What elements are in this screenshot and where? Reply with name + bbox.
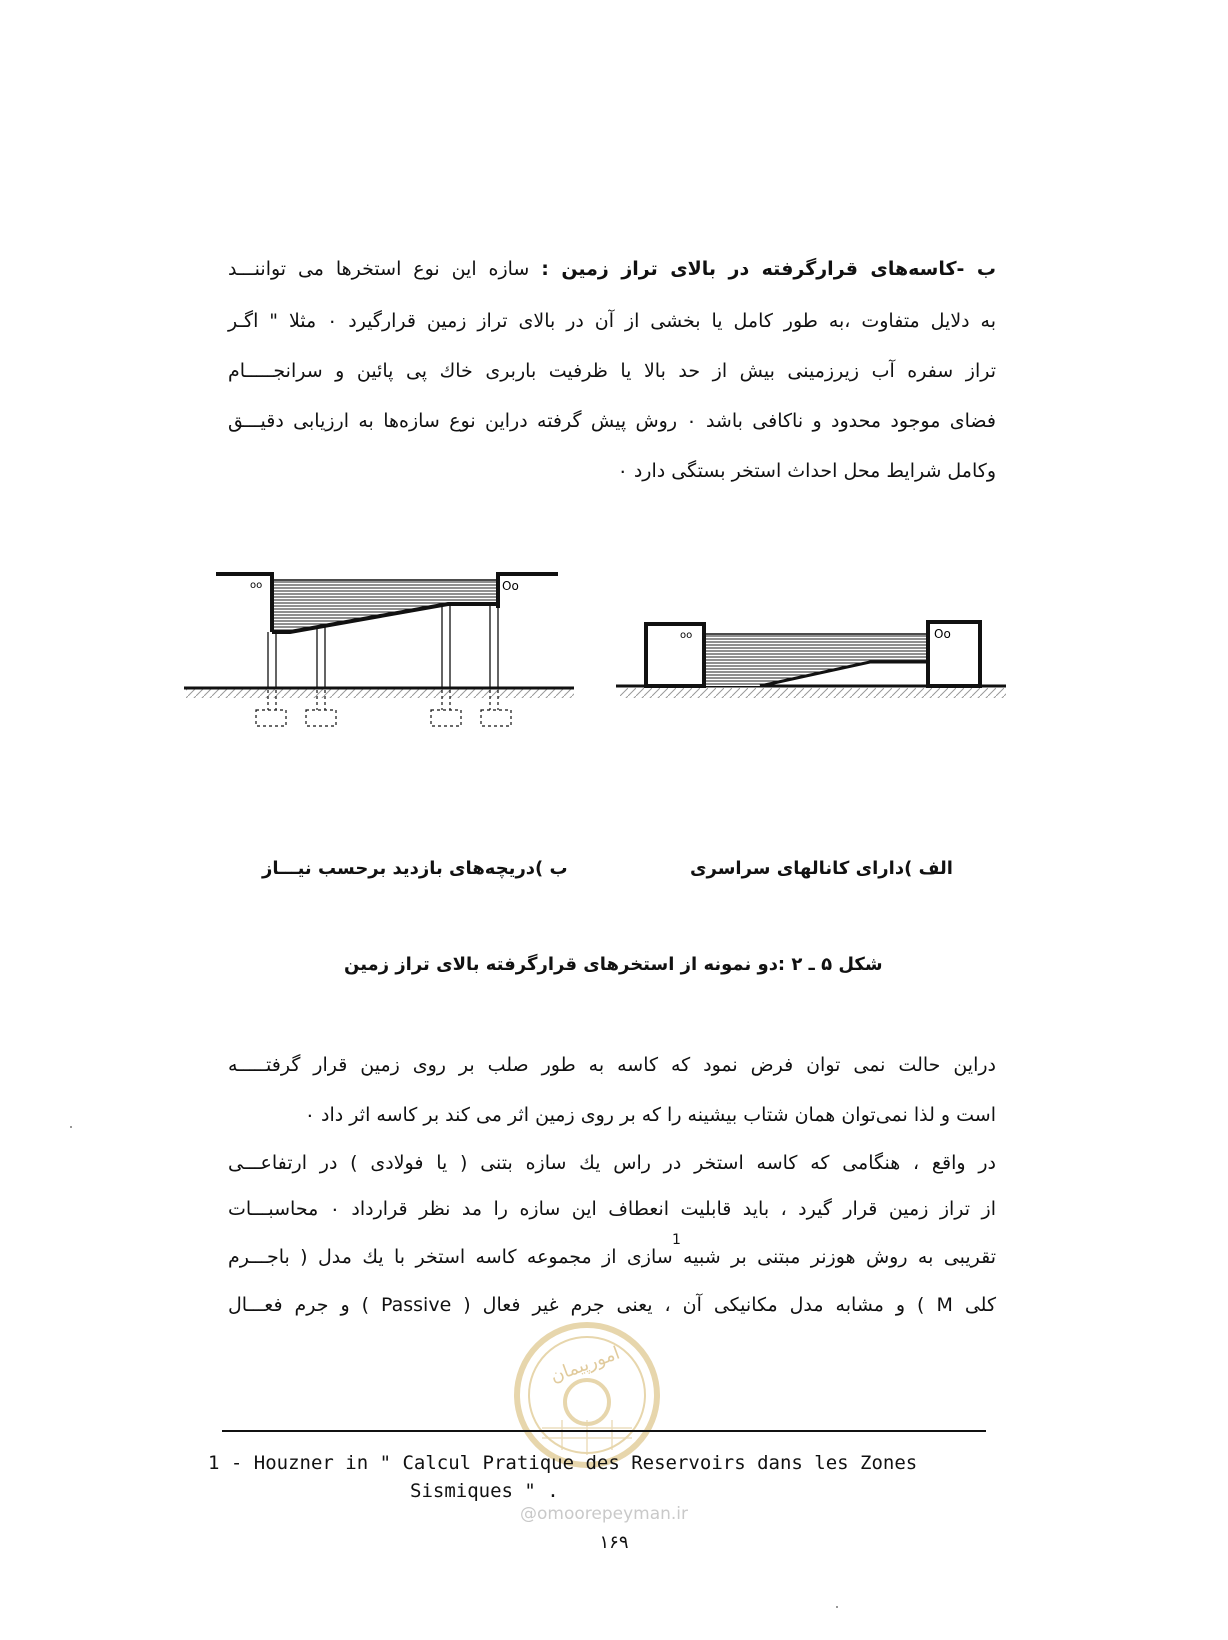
elevated-reservoir-drawing [184,574,574,726]
paragraph2-line2: است و لذا نمی‌توان همان شتاب بیشینه را که بر روی زمین اثر می کند بر کاسه اثر داد ۰ [304,1104,996,1126]
svg-text:oo: oo [250,580,263,591]
footnote-ref: 1 [672,1232,681,1248]
paragraph2-line6: کلی M ) و مشابه مدل مکانیکی آن ، یعنی جرم غیر فعال ( Passive ) و جرم فعـــال [228,1294,997,1316]
footnote-line1: 1 - Houzner in " Calcul Pratique des Reservoirs dans les Zones [208,1452,918,1474]
paragraph1-line1 [228,256,996,282]
paragraph1-line1-rest: سازه این نوع استخرها می تواننـــد [228,258,542,280]
figure-diagram [180,560,1060,760]
scan-speck [70,1126,72,1128]
paragraph2-line4: از تراز زمین قرار گیرد ، باید قابلیت انعطاف این سازه را مد نظر قرارداد ۰ محاسبـــات [228,1198,996,1220]
paragraph1-line3: تراز سفره آب زیرزمینی بیش از حد بالا یا ظرفیت باربری خاك پی پائین و سرانجـــــام [228,360,996,382]
caption-b: ب )دریچه‌های بازدید برحسب نیـــاز [262,858,568,879]
footnote-line2: Sismiques " . [410,1480,559,1502]
left-rim [216,574,272,632]
watermark-seal [512,1320,662,1470]
paragraph1-line5: وکامل شرایط محل احداث استخر بستگی دارد ۰ [617,460,996,482]
water-fill-right [706,634,928,686]
ground-reservoir-drawing [616,622,1006,698]
section-heading: ب -کاسه‌های قرارگرفته در بالای تراز زمین : [541,258,996,280]
svg-text:Oo: Oo [934,627,951,641]
paragraph2-line1: دراین حالت نمی توان فرض نمود که کاسه به طور صلب بر روی زمین قرار گرفتـــــه [228,1054,996,1076]
ground-hatch-right [620,688,1006,698]
watermark-url: @omoorepeyman.ir [520,1504,689,1524]
page-number: ۱۶۹ [599,1532,629,1553]
figure-title: شکل ۵ ـ ۲ :دو نمونه از استخرهای قرارگرفته بالای تراز زمین [344,954,883,975]
paragraph1-line4: فضای موجود محدود و ناکافی باشد ۰ روش پیش گرفته دراین نوع سازه‌ها به ارزیابی دقیـــق [228,410,996,432]
paragraph1-line2: به دلایل متفاوت ،به طور کامل یا بخشی از آن در بالای تراز زمین قرارگیرد ۰ مثلا " اگـر [228,310,997,332]
seal-text: امورپیمان [547,1342,623,1388]
paragraph2-line3: در واقع ، هنگامی که کاسه استخر در راس یك سازه بتنی ( یا فولادی ) در ارتفاعـــی [228,1152,996,1174]
footnote-rule [222,1430,986,1432]
svg-text:Oo: Oo [502,579,519,593]
left-channel-box [646,624,704,686]
caption-a: الف )دارای کانالهای سراسری [690,858,953,879]
scan-speck [836,1606,838,1608]
svg-text:oo: oo [680,630,693,641]
paragraph2-line5: تقریبی به روش هوزنر مبتنی بر شبیه سازی از مجموعه کاسه استخر با یك مدل ( باجـــرم [228,1246,996,1268]
